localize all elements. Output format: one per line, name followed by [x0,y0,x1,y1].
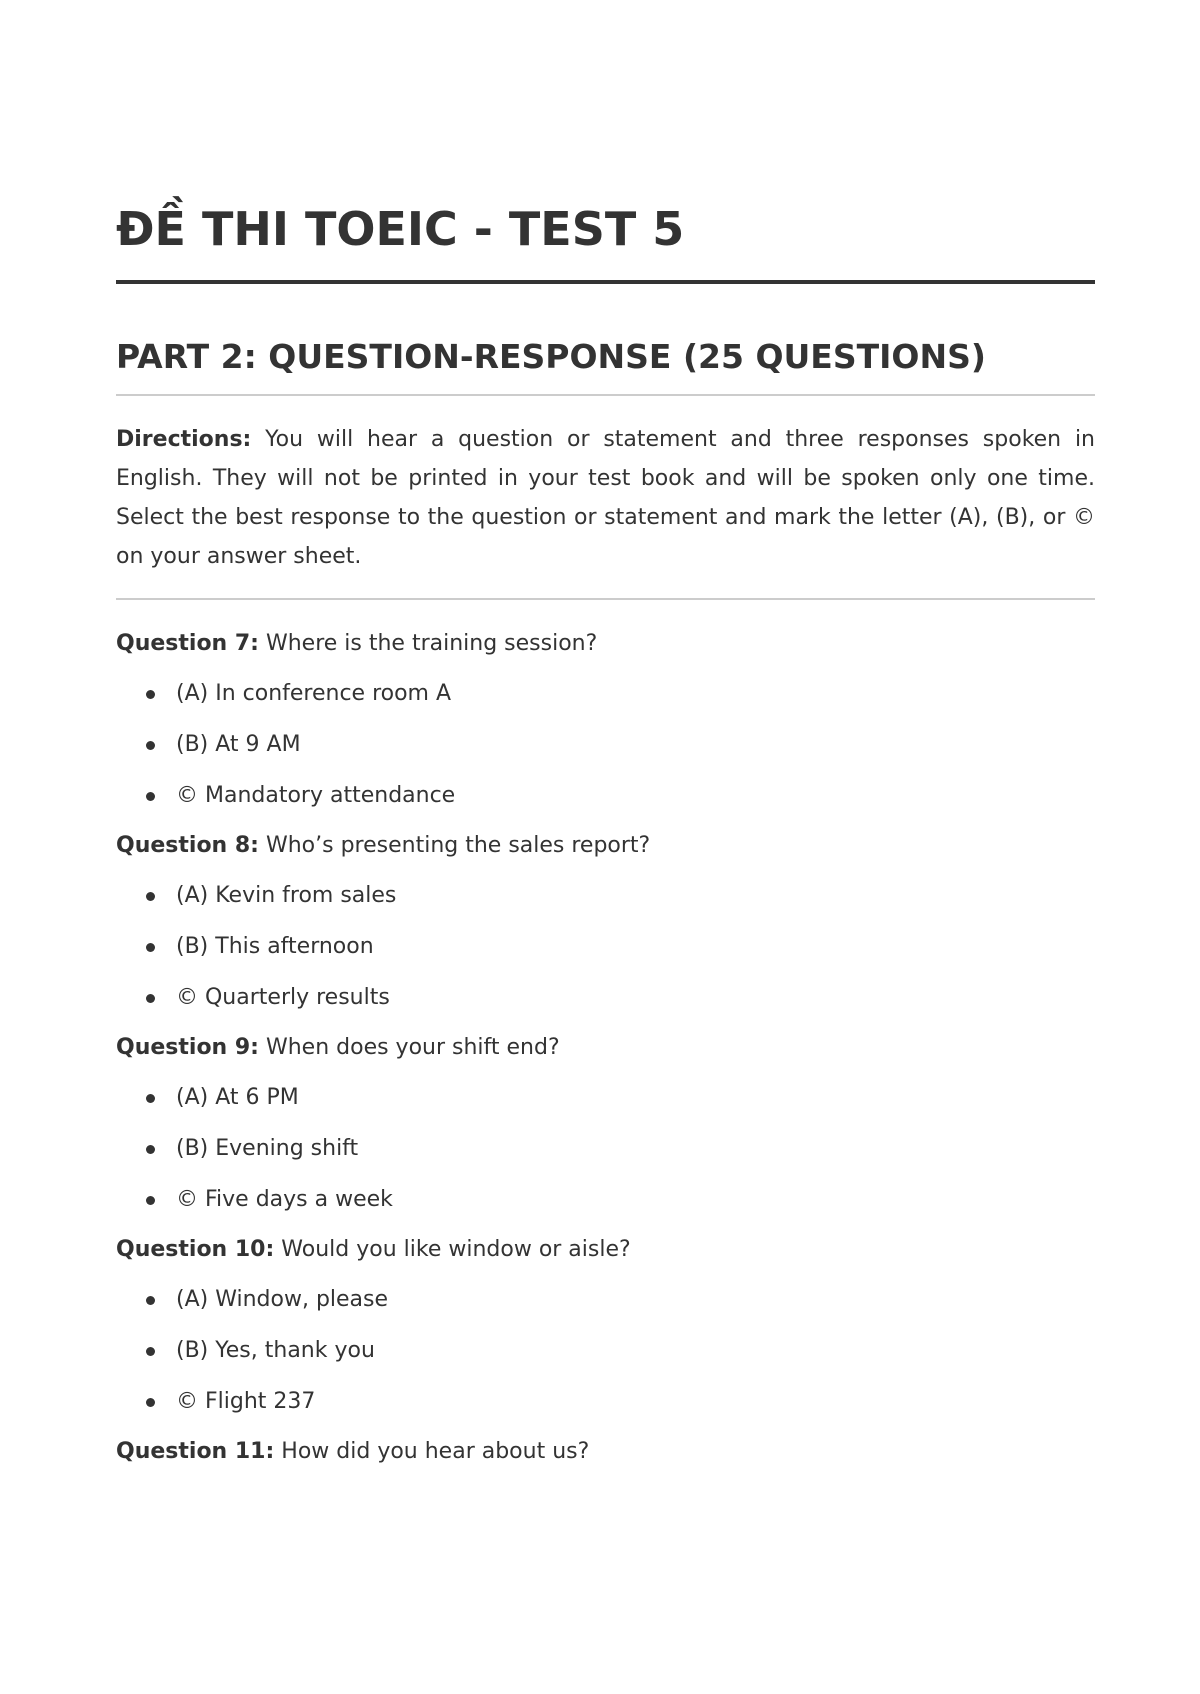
bullet-icon [146,892,155,901]
bullet-icon [146,792,155,801]
option-text: (A) At 6 PM [176,1085,299,1110]
question-9 [116,1030,1095,1218]
question-label: Question 7: [116,631,259,656]
question-text: Would you like window or aisle? [274,1237,631,1262]
directions-paragraph [116,420,1095,576]
answer-options [116,676,1095,814]
answer-options [116,878,1095,1016]
title-divider [116,280,1095,284]
answer-options [116,1282,1095,1420]
option-text: © Five days a week [176,1187,393,1212]
answer-option [146,1182,1095,1218]
answer-options [116,1080,1095,1218]
answer-option [146,1080,1095,1116]
answer-option [146,676,1095,712]
question-text: Where is the training session? [258,631,598,656]
bullet-icon [146,1398,155,1407]
directions-text: You will hear a question or statement and three responses spoken in English. They will not be printed in your test book and will be spoken only one time. Select the best response to the question or statement and mark the letter (A), (B), or © on your answer sheet. [116,427,1095,569]
bullet-icon [146,943,155,952]
option-text: © Mandatory attendance [176,783,456,808]
question-text: Who’s presenting the sales report? [258,833,651,858]
answer-option [146,778,1095,814]
question-prompt [116,1434,1095,1470]
question-7 [116,626,1095,814]
question-11 [116,1434,1095,1470]
option-text: (A) Window, please [176,1287,389,1312]
answer-option [146,727,1095,763]
question-prompt [116,1232,1095,1268]
option-text: (A) In conference room A [176,681,452,706]
answer-option [146,1282,1095,1318]
answer-option [146,929,1095,965]
document-title: ĐỀ THI TOEIC - TEST 5 [116,202,685,256]
question-10 [116,1232,1095,1420]
question-label: Question 9: [116,1035,259,1060]
question-list [116,626,1095,1470]
bullet-icon [146,1196,155,1205]
part-divider [116,394,1095,396]
option-text: © Flight 237 [176,1389,316,1414]
bullet-icon [146,1094,155,1103]
option-text: (B) At 9 AM [176,732,301,757]
section-divider [116,598,1095,600]
answer-option [146,878,1095,914]
option-text: © Quarterly results [176,985,390,1010]
question-prompt [116,1030,1095,1066]
question-prompt [116,626,1095,662]
bullet-icon [146,741,155,750]
bullet-icon [146,994,155,1003]
directions-label: Directions: [116,427,252,452]
option-text: (B) This afternoon [176,934,374,959]
answer-option [146,1333,1095,1369]
option-text: (B) Yes, thank you [176,1338,375,1363]
bullet-icon [146,1296,155,1305]
question-label: Question 11: [116,1439,275,1464]
option-text: (B) Evening shift [176,1136,359,1161]
option-text: (A) Kevin from sales [176,883,397,908]
question-prompt [116,828,1095,864]
question-8 [116,828,1095,1016]
question-label: Question 10: [116,1237,275,1262]
part-heading: PART 2: QUESTION-RESPONSE (25 QUESTIONS) [116,337,986,376]
answer-option [146,1384,1095,1420]
question-text: When does your shift end? [258,1035,560,1060]
bullet-icon [146,690,155,699]
question-label: Question 8: [116,833,259,858]
question-text: How did you hear about us? [274,1439,590,1464]
bullet-icon [146,1145,155,1154]
answer-option [146,1131,1095,1167]
bullet-icon [146,1347,155,1356]
answer-option [146,980,1095,1016]
